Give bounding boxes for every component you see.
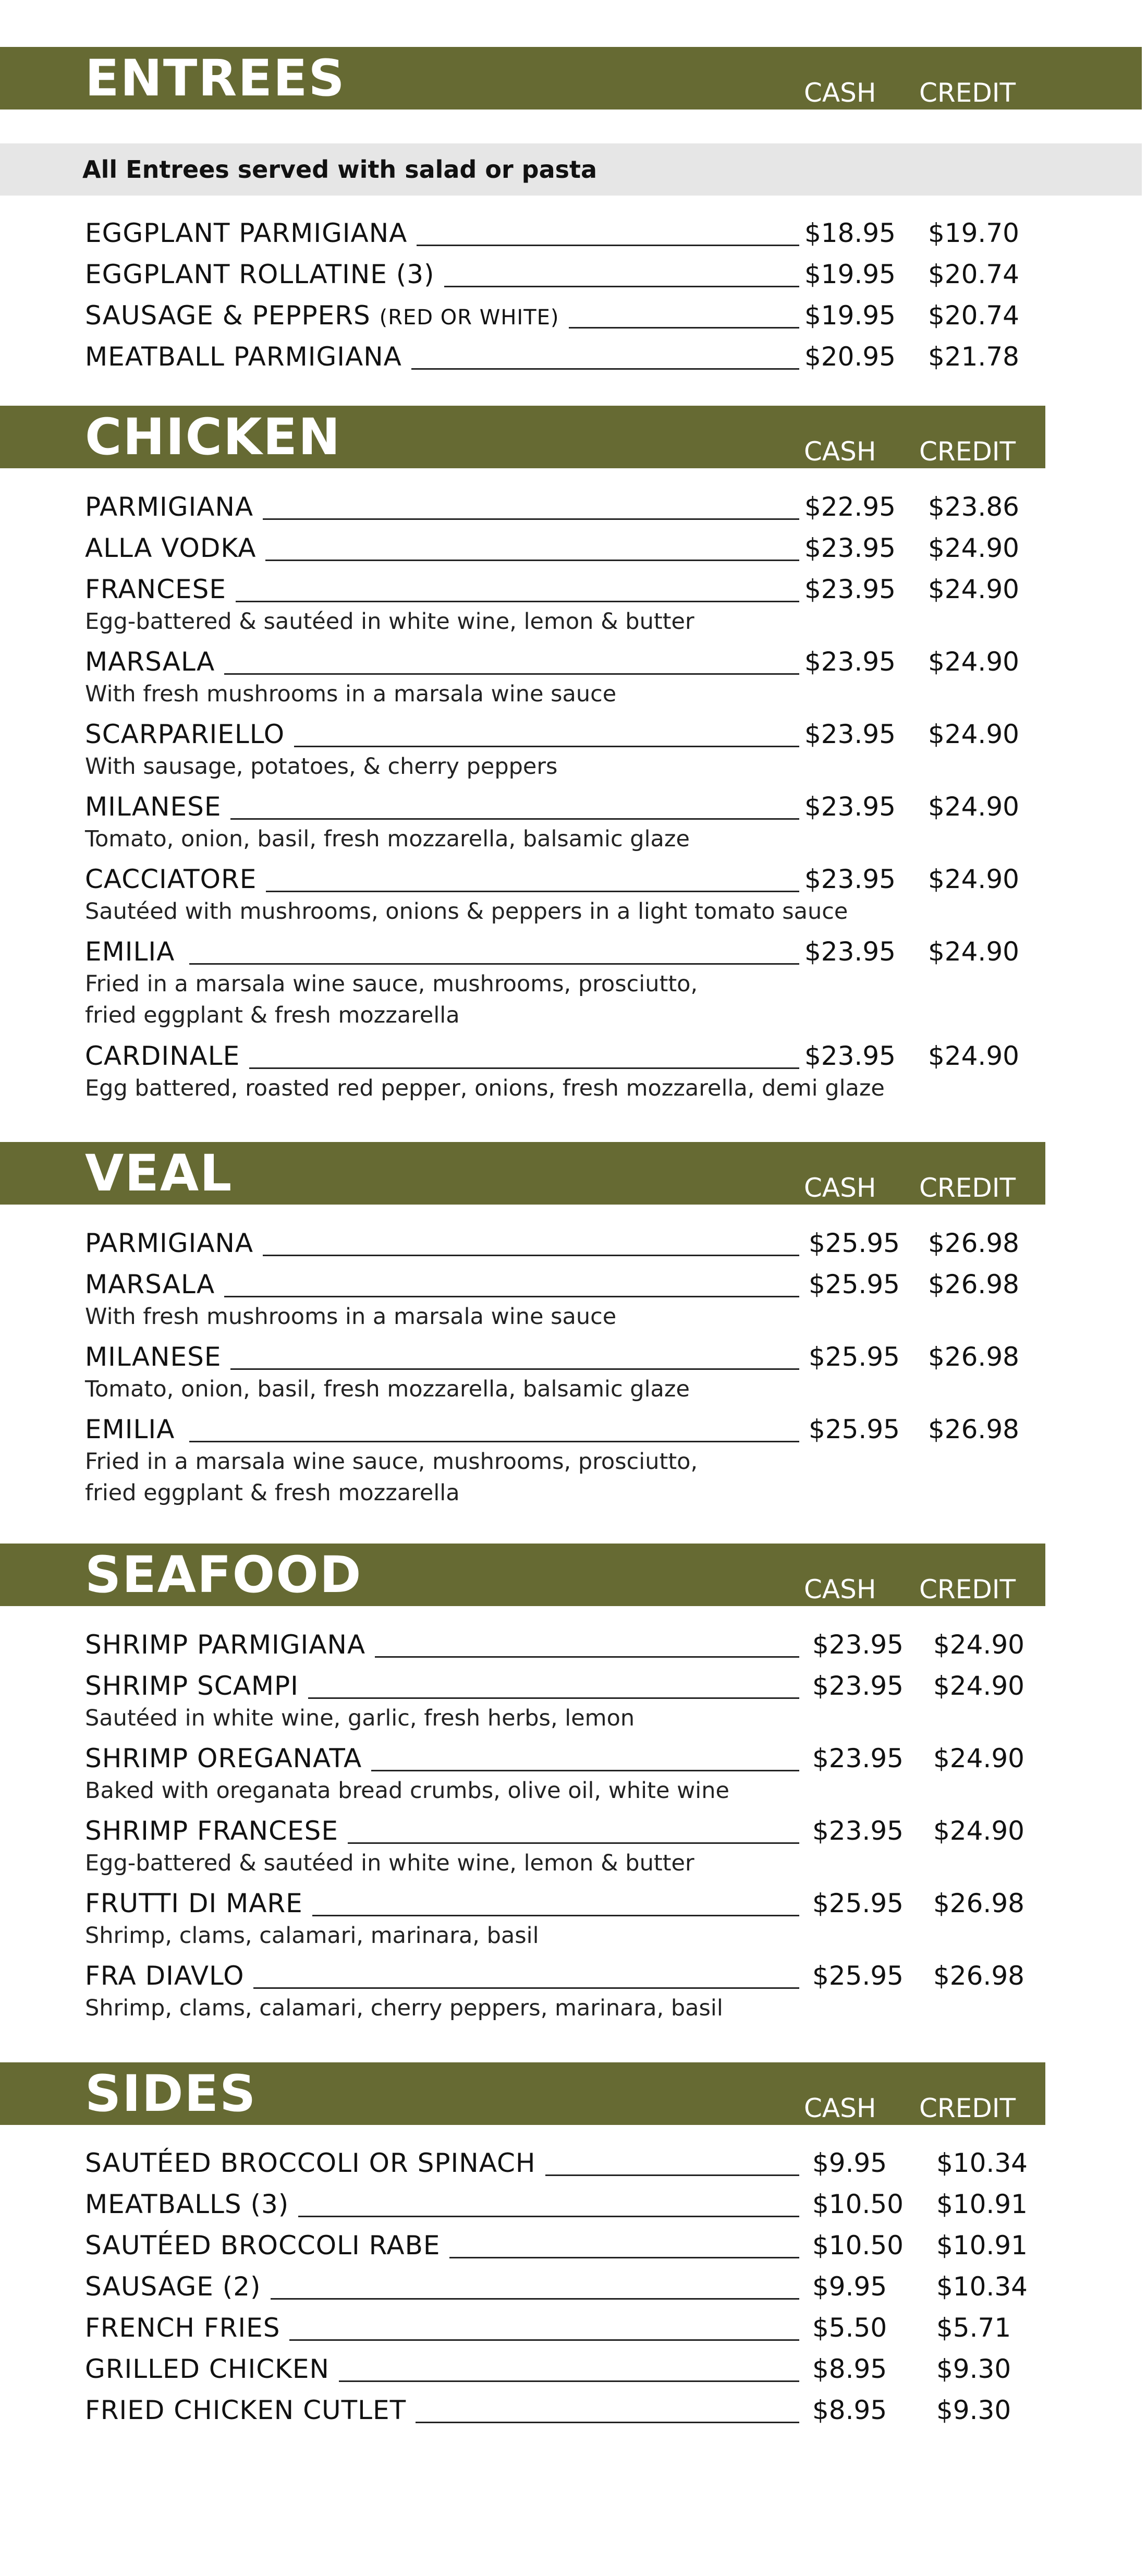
menu-item-description: Baked with oreganata bread crumbs, olive oil, white wine	[85, 1778, 729, 1804]
credit-price: $9.30	[936, 2395, 1011, 2425]
credit-price: $24.90	[928, 719, 1019, 749]
credit-price: $5.71	[936, 2313, 1011, 2343]
menu-item-row	[85, 2270, 1055, 2303]
menu-item	[85, 1039, 1055, 1104]
menu-item-name	[85, 531, 265, 565]
section-title: SEAFOOD	[85, 1546, 362, 1604]
chicken-header	[0, 406, 1045, 468]
leader-line	[189, 518, 799, 520]
credit-price: $26.98	[933, 1888, 1024, 1918]
menu-item-name	[85, 2229, 449, 2262]
menu-item-name-text: EMILIA	[85, 937, 175, 967]
menu-item-name-text: SAUSAGE (2)	[85, 2271, 261, 2302]
menu-item-name	[85, 2311, 289, 2344]
menu-item-row	[85, 935, 1055, 968]
menu-item-row	[85, 2311, 1055, 2344]
leader-line	[189, 1987, 799, 1989]
menu-item-name-text: SCARPARIELLO	[85, 719, 285, 749]
section-title: CHICKEN	[85, 408, 341, 466]
menu-item-name-text: SAUTÉED BROCCOLI RABE	[85, 2230, 441, 2261]
leader-line	[189, 1255, 799, 1256]
menu-item-row	[85, 573, 1055, 606]
cash-price: $25.95	[809, 1342, 900, 1372]
credit-price: $10.34	[936, 2271, 1028, 2302]
credit-column-label: CREDIT	[919, 1574, 1016, 1605]
credit-price: $24.90	[933, 1816, 1024, 1846]
credit-price: $26.98	[928, 1228, 1019, 1258]
section-note-bar	[0, 143, 1142, 196]
menu-item-description: fried eggplant & fresh mozzarella	[85, 1480, 460, 1506]
menu-item	[85, 862, 1055, 927]
leader-line	[189, 673, 799, 675]
menu-item	[85, 2270, 1055, 2303]
menu-item	[85, 1742, 1055, 1806]
credit-price: $26.98	[928, 1269, 1019, 1299]
menu-item-row	[85, 1340, 1055, 1374]
menu-item-name-text: SHRIMP FRANCESE	[85, 1816, 338, 1846]
menu-item	[85, 490, 1055, 524]
cash-price: $23.95	[804, 1041, 896, 1071]
cash-price: $10.50	[812, 2189, 904, 2219]
credit-price: $24.90	[928, 574, 1019, 604]
menu-item-name-text: PARMIGIANA	[85, 492, 254, 522]
cash-price: $23.95	[812, 1816, 904, 1846]
menu-item-row	[85, 645, 1055, 678]
menu-item-description: With fresh mushrooms in a marsala wine sauce	[85, 1304, 617, 1330]
menu-item-name-text: MARSALA	[85, 1269, 215, 1299]
menu-item	[85, 531, 1055, 565]
entrees-header	[0, 47, 1142, 110]
credit-price: $24.90	[928, 1041, 1019, 1071]
menu-item-row	[85, 1628, 1055, 1661]
cash-column-label: CASH	[804, 2093, 876, 2123]
menu-item	[85, 2393, 1055, 2427]
cash-price: $25.95	[809, 1228, 900, 1258]
menu-item-name-text: FRANCESE	[85, 574, 226, 604]
menu-item-name-text: FRENCH FRIES	[85, 2313, 280, 2343]
cash-price: $23.95	[804, 864, 896, 894]
credit-column-label: CREDIT	[919, 436, 1016, 467]
menu-item-name	[85, 2146, 545, 2180]
menu-item-description: With fresh mushrooms in a marsala wine sauce	[85, 681, 617, 707]
credit-price: $24.90	[933, 1743, 1024, 1773]
menu-item-name	[85, 1742, 371, 1775]
credit-price: $9.30	[936, 2354, 1011, 2384]
cash-column-label: CASH	[804, 1574, 876, 1605]
menu-item-name	[85, 2352, 339, 2386]
cash-price: $25.95	[809, 1414, 900, 1444]
cash-column-label: CASH	[804, 436, 876, 467]
leader-line	[189, 1441, 799, 1442]
credit-column-label: CREDIT	[919, 78, 1016, 108]
menu-item	[85, 299, 1055, 332]
menu-item-name	[85, 1959, 253, 1992]
cash-price: $18.95	[804, 218, 896, 248]
menu-item-name	[85, 862, 266, 896]
menu-item	[85, 2311, 1055, 2344]
menu-item-row	[85, 531, 1055, 565]
credit-price: $10.34	[936, 2148, 1028, 2178]
menu-item-name-text: SAUSAGE & PEPPERS	[85, 300, 371, 331]
menu-item-name	[85, 1340, 230, 1374]
menu-item-name	[85, 1628, 375, 1661]
menu-item-name	[85, 573, 236, 606]
cash-price: $22.95	[804, 492, 896, 522]
menu-item-name	[85, 718, 294, 751]
cash-price: $8.95	[812, 2395, 887, 2425]
menu-item-row	[85, 790, 1055, 823]
menu-item-name	[85, 1887, 312, 1920]
menu-item-name-text: SAUTÉED BROCCOLI OR SPINACH	[85, 2148, 536, 2178]
menu-item-name	[85, 1669, 308, 1703]
menu-item-name	[85, 340, 411, 373]
credit-price: $24.90	[928, 937, 1019, 967]
menu-item-name-text: MILANESE	[85, 792, 222, 822]
menu-item	[85, 2352, 1055, 2386]
menu-item-description: Egg battered, roasted red pepper, onions, fresh mozzarella, demi glaze	[85, 1075, 885, 1101]
cash-price: $23.95	[804, 792, 896, 822]
menu-item-name-text: GRILLED CHICKEN	[85, 2354, 330, 2384]
menu-item	[85, 1340, 1055, 1405]
leader-line	[189, 1368, 799, 1370]
menu-item-row	[85, 216, 1055, 250]
menu-item-name	[85, 258, 444, 291]
menu-item-name-text: FRIED CHICKEN CUTLET	[85, 2395, 407, 2425]
menu-item-name-text: SHRIMP PARMIGIANA	[85, 1630, 366, 1660]
menu-item-row	[85, 258, 1055, 291]
credit-price: $26.98	[933, 1961, 1024, 1991]
leader-line	[189, 963, 799, 965]
seafood-header	[0, 1544, 1045, 1606]
menu-item-row	[85, 1413, 1055, 1446]
menu-item	[85, 2146, 1055, 2180]
menu-item-name-text: CACCIATORE	[85, 864, 257, 894]
credit-price: $10.91	[936, 2189, 1028, 2219]
credit-price: $20.74	[928, 300, 1019, 331]
credit-price: $21.78	[928, 342, 1019, 372]
cash-price: $8.95	[812, 2354, 887, 2384]
cash-price: $23.95	[804, 719, 896, 749]
menu-item	[85, 1887, 1055, 1951]
credit-price: $24.90	[928, 864, 1019, 894]
cash-price: $23.95	[804, 574, 896, 604]
menu-item	[85, 2229, 1055, 2262]
menu-item-description: Fried in a marsala wine sauce, mushrooms, prosciutto,	[85, 971, 698, 997]
cash-price: $25.95	[812, 1961, 904, 1991]
leader-line	[189, 818, 799, 820]
menu-item-row	[85, 2393, 1055, 2427]
menu-item-name-text: EMILIA	[85, 1414, 175, 1444]
section-title: VEAL	[85, 1144, 233, 1202]
menu-item-name	[85, 1814, 348, 1848]
section-note: All Entrees served with salad or pasta	[82, 155, 597, 184]
menu-item	[85, 1268, 1055, 1332]
menu-item-row	[85, 862, 1055, 896]
section-title: ENTREES	[85, 49, 346, 107]
credit-price: $24.90	[928, 792, 1019, 822]
cash-price: $23.95	[804, 937, 896, 967]
sides-header	[0, 2062, 1045, 2125]
cash-price: $23.95	[804, 647, 896, 677]
cash-price: $23.95	[812, 1630, 904, 1660]
menu-item-name-text: MILANESE	[85, 1342, 222, 1372]
menu-item-description: Shrimp, clams, calamari, cherry peppers, marinara, basil	[85, 1995, 723, 2021]
cash-column-label: CASH	[804, 1173, 876, 1203]
menu-item-row	[85, 1226, 1055, 1260]
menu-item-name-text: EGGPLANT PARMIGIANA	[85, 218, 408, 248]
menu-item-name	[85, 1413, 184, 1446]
cash-price: $5.50	[812, 2313, 887, 2343]
menu-item	[85, 258, 1055, 291]
menu-item-description: fried eggplant & fresh mozzarella	[85, 1002, 460, 1028]
credit-price: $26.98	[928, 1414, 1019, 1444]
cash-price: $25.95	[809, 1269, 900, 1299]
leader-line	[189, 1296, 799, 1297]
leader-line	[189, 560, 799, 561]
menu-item-name-text: MEATBALLS (3)	[85, 2189, 289, 2219]
menu-item-name-text: FRUTTI DI MARE	[85, 1888, 303, 1918]
menu-item	[85, 2188, 1055, 2221]
menu-item-name-note: (RED OR WHITE)	[379, 306, 559, 330]
credit-price: $24.90	[928, 647, 1019, 677]
menu-item-row	[85, 1039, 1055, 1073]
menu-item	[85, 1814, 1055, 1879]
cash-price: $23.95	[804, 533, 896, 563]
menu-item-row	[85, 718, 1055, 751]
menu-item-name	[85, 1268, 224, 1301]
cash-price: $25.95	[812, 1888, 904, 1918]
menu-item-row	[85, 1814, 1055, 1848]
menu-item-description: Egg-battered & sautéed in white wine, lemon & butter	[85, 609, 694, 635]
menu-item-name-text: CARDINALE	[85, 1041, 240, 1071]
menu-item-row	[85, 2352, 1055, 2386]
menu-item-row	[85, 1268, 1055, 1301]
menu-item-name	[85, 216, 417, 250]
menu-item-name	[85, 1039, 249, 1073]
credit-price: $19.70	[928, 218, 1019, 248]
credit-price: $20.74	[928, 259, 1019, 289]
section-title: SIDES	[85, 2064, 257, 2123]
menu-item-row	[85, 340, 1055, 373]
menu-item	[85, 1413, 1055, 1509]
menu-item-name	[85, 790, 230, 823]
cash-price: $9.95	[812, 2271, 887, 2302]
leader-line	[189, 601, 799, 602]
menu-item-row	[85, 2229, 1055, 2262]
menu-item-name-text: PARMIGIANA	[85, 1228, 254, 1258]
credit-price: $24.90	[933, 1630, 1024, 1660]
menu-item-description: Tomato, onion, basil, fresh mozzarella, balsamic glaze	[85, 1376, 690, 1402]
menu-item-row	[85, 1887, 1055, 1920]
menu-item-row	[85, 1669, 1055, 1703]
menu-item	[85, 645, 1055, 710]
menu-item-name-text: SHRIMP SCAMPI	[85, 1671, 299, 1701]
credit-price: $23.86	[928, 492, 1019, 522]
menu-item-row	[85, 2146, 1055, 2180]
menu-item-name	[85, 2270, 271, 2303]
menu-item-name-text: ALLA VODKA	[85, 533, 257, 563]
menu-item-name	[85, 645, 224, 678]
menu-item-name	[85, 2188, 298, 2221]
leader-line	[189, 1067, 799, 1069]
menu-item	[85, 340, 1055, 373]
menu-item-name-text: FRA DIAVLO	[85, 1961, 245, 1991]
cash-price: $23.95	[812, 1743, 904, 1773]
cash-price: $19.95	[804, 259, 896, 289]
menu-item-description: Sautéed with mushrooms, onions & peppers in a light tomato sauce	[85, 898, 848, 925]
menu-item-row	[85, 490, 1055, 524]
cash-price: $9.95	[812, 2148, 887, 2178]
cash-price: $23.95	[812, 1671, 904, 1701]
cash-price: $19.95	[804, 300, 896, 331]
menu-item-row	[85, 1959, 1055, 1992]
menu-item-name-text: SHRIMP OREGANATA	[85, 1743, 362, 1773]
menu-item	[85, 935, 1055, 1031]
menu-item	[85, 1959, 1055, 2024]
cash-column-label: CASH	[804, 78, 876, 108]
menu-item-name	[85, 299, 569, 334]
credit-price: $24.90	[933, 1671, 1024, 1701]
menu-item-name	[85, 2393, 416, 2427]
menu-item-row	[85, 2188, 1055, 2221]
menu-item-name-text: EGGPLANT ROLLATINE (3)	[85, 259, 435, 289]
menu-item-description: Shrimp, clams, calamari, marinara, basil	[85, 1923, 539, 1949]
menu-item-description: Sautéed in white wine, garlic, fresh herbs, lemon	[85, 1705, 635, 1731]
menu-item-name	[85, 935, 184, 968]
credit-column-label: CREDIT	[919, 1173, 1016, 1203]
menu-item	[85, 718, 1055, 782]
menu-item	[85, 790, 1055, 855]
menu-item-description: Tomato, onion, basil, fresh mozzarella, balsamic glaze	[85, 826, 690, 852]
menu-item-name-text: MEATBALL PARMIGIANA	[85, 342, 402, 372]
credit-price: $26.98	[928, 1342, 1019, 1372]
credit-column-label: CREDIT	[919, 2093, 1016, 2123]
leader-line	[189, 2298, 799, 2300]
menu-item-row	[85, 299, 1055, 332]
menu-item-name	[85, 490, 263, 524]
menu-item	[85, 573, 1055, 637]
cash-price: $20.95	[804, 342, 896, 372]
menu-item-description: With sausage, potatoes, & cherry peppers	[85, 754, 558, 780]
menu-item	[85, 216, 1055, 250]
menu-item	[85, 1226, 1055, 1260]
credit-price: $10.91	[936, 2230, 1028, 2261]
credit-price: $24.90	[928, 533, 1019, 563]
menu-item	[85, 1628, 1055, 1661]
veal-header	[0, 1142, 1045, 1205]
menu-item-description: Egg-battered & sautéed in white wine, lemon & butter	[85, 1850, 694, 1876]
menu-item-name	[85, 1226, 263, 1260]
menu-item-description: Fried in a marsala wine sauce, mushrooms, prosciutto,	[85, 1449, 698, 1475]
menu-item-row	[85, 1742, 1055, 1775]
cash-price: $10.50	[812, 2230, 904, 2261]
menu-item-name-text: MARSALA	[85, 647, 215, 677]
menu-item	[85, 1669, 1055, 1734]
leader-line	[189, 891, 799, 892]
